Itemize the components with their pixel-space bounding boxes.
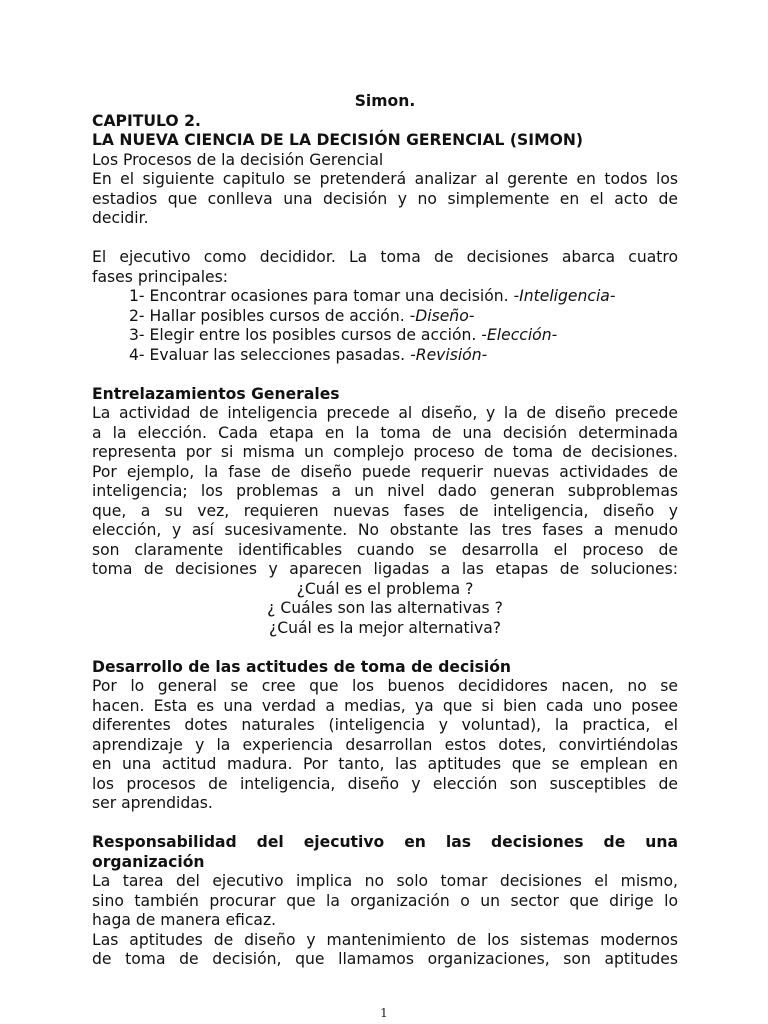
- spacer: [92, 638, 678, 658]
- section-heading-entrelazamientos: Entrelazamientos Generales: [92, 384, 340, 403]
- question-item: ¿ Cuáles son las alternativas ?: [267, 599, 503, 617]
- paragraph-line: decidir.: [92, 209, 149, 227]
- paragraph-line: Por ejemplo, la fase de diseño puede requerir nuevas actividades de: [92, 462, 678, 481]
- section-heading-desarrollo: Desarrollo de las actitudes de toma de decisión: [92, 657, 512, 676]
- chapter-title: LA NUEVA CIENCIA DE LA DECISIÓN GERENCIAL (SIMON): [92, 131, 584, 149]
- paragraph-line: ser aprendidas.: [92, 794, 213, 812]
- spacer: [92, 365, 678, 385]
- paragraph-line: diferentes dotes naturales (inteligencia y voluntad), la practica, el: [92, 716, 678, 734]
- phase-text: 1- Encontrar ocasiones para tomar una decisión.: [129, 287, 514, 305]
- paragraph-line: representa por si misma un complejo proceso de toma de decisiones.: [92, 443, 678, 461]
- spacer: [92, 814, 678, 834]
- question-list: [92, 580, 678, 639]
- paragraph-line: En el siguiente capitulo se pretenderá analizar al gerente en todos los: [92, 170, 678, 188]
- paragraph-line: los procesos de inteligencia, diseño y elección son susceptibles de: [92, 774, 678, 793]
- paragraph-line: a la elección. Cada etapa en la toma de una decisión determinada: [92, 423, 678, 442]
- phase-tag: -Diseño-: [409, 306, 475, 325]
- phase-tag: -Inteligencia-: [513, 287, 616, 305]
- paragraph-line: son claramente identificables cuando se desarrolla el proceso de: [92, 540, 678, 559]
- paragraph-line: estadios que conlleva una decisión y no simplemente en el acto de: [92, 189, 678, 208]
- document-page: [92, 92, 678, 970]
- entrelazamientos-paragraph: [92, 404, 678, 580]
- paragraph-line: El ejecutivo como decididor. La toma de decisiones abarca cuatro: [92, 248, 678, 266]
- phase-item: [92, 307, 678, 327]
- paragraph-line: aprendizaje y la experiencia desarrollan estos dotes, convirtiéndolas: [92, 735, 678, 754]
- author-heading: Simon.: [354, 92, 416, 110]
- phase-item: [92, 346, 678, 366]
- paragraph-line: La tarea del ejecutivo implica no solo tomar decisiones el mismo,: [92, 872, 678, 890]
- paragraph-line: de toma de decisión, que llamamos organizaciones, son aptitudes: [92, 950, 678, 968]
- paragraph-line: haga de manera eficaz.: [92, 911, 277, 929]
- desarrollo-paragraph: [92, 677, 678, 814]
- question-item: ¿Cuál es la mejor alternativa?: [268, 618, 502, 637]
- spacer: [92, 229, 678, 249]
- question-item: ¿Cuál es el problema ?: [296, 579, 474, 598]
- phase-text: 3- Elegir entre los posibles cursos de acción.: [129, 326, 482, 344]
- paragraph-line: fases principales:: [92, 267, 229, 286]
- phase-text: 4- Evaluar las selecciones pasadas.: [129, 345, 411, 364]
- paragraph-line: La actividad de inteligencia precede al diseño, y la de diseño precede: [92, 404, 678, 422]
- phase-item: [92, 287, 678, 307]
- phase-tag: -Elección-: [481, 326, 558, 344]
- phase-list: [92, 287, 678, 365]
- paragraph-line: sino también procurar que la organización o un sector que dirige lo: [92, 891, 678, 910]
- section-heading-responsabilidad: [92, 833, 678, 872]
- paragraph-line: en una actitud madura. Por tanto, las aptitudes que se emplean en: [92, 755, 678, 773]
- paragraph-line: toma de decisiones y aparecen ligadas a las etapas de soluciones:: [92, 560, 678, 578]
- intro-paragraph: [92, 170, 678, 229]
- paragraph-line: inteligencia; los problemas a un nivel dado generan subproblemas: [92, 482, 678, 500]
- responsabilidad-paragraph: [92, 872, 678, 970]
- heading-line: Responsabilidad del ejecutivo en las decisiones de una: [92, 833, 678, 851]
- paragraph-line: que, a su vez, requieren nuevas fases de inteligencia, diseño y: [92, 501, 678, 520]
- chapter-number: CAPITULO 2.: [92, 111, 201, 130]
- phase-text: 2- Hallar posibles cursos de acción.: [129, 306, 410, 325]
- paragraph-line: elección, y así sucesivamente. No obstante las tres fases a menudo: [92, 521, 678, 539]
- phase-item: [92, 326, 678, 346]
- section-subtitle: Los Procesos de la decisión Gerencial: [92, 150, 384, 169]
- paragraph-line: Por lo general se cree que los buenos decididores nacen, no se: [92, 677, 678, 695]
- phase-tag: -Revisión-: [410, 345, 488, 364]
- page-number: 1: [380, 1006, 388, 1020]
- paragraph-line: hacen. Esta es una verdad a medias, ya que si bien cada uno posee: [92, 696, 678, 715]
- heading-line: organización: [92, 852, 205, 871]
- executive-paragraph: [92, 248, 678, 287]
- paragraph-line: Las aptitudes de diseño y mantenimiento de los sistemas modernos: [92, 930, 678, 949]
